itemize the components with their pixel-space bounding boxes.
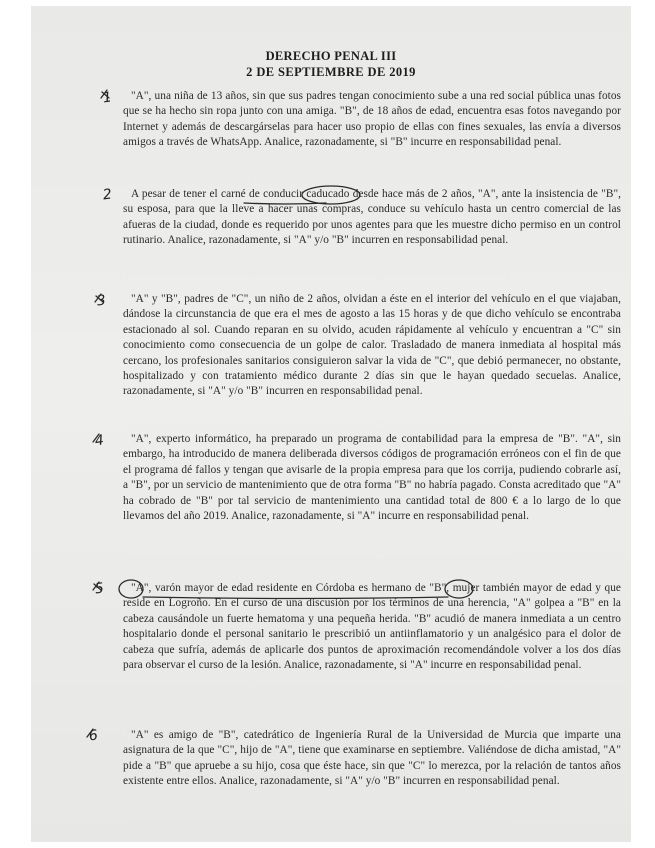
- question-1-text: "A", una niña de 13 años, sin que sus padres tengan conocimiento sube a una red social pública unas fotos que se ha hecho sin ropa junto con una amiga. "B", de 18 años de edad, encuentra esas fotos navegando por Internet y además de descargárselas para hacer uso propio de ellas con fines sexuales, las envía a diversos amigos a través de WhatsApp. Analice, razonadamente, si "B" incurre en responsabilidad penal.: [123, 90, 621, 149]
- handwritten-number-6: 6: [87, 727, 99, 745]
- question-3: [123, 292, 621, 400]
- handwritten-number-4: 4: [93, 432, 105, 450]
- question-2-text: A pesar de tener el carné de conducir caducado desde hace más de 2 años, "A", ante la insistencia de "B", su esposa, para que la lleve a hacer unas compras, conduce su vehículo hasta un centro comercial de las afueras de la ciudad, donde es requerido por unos agentes para que les muestre dicho permiso en un control rutinario. Analice, razonadamente, si "A" y/o "B" incurren en responsabilidad penal.: [123, 188, 621, 247]
- exam-title: DERECHO PENAL III: [265, 49, 397, 63]
- scanned-exam-page: [31, 6, 631, 842]
- question-2: [123, 187, 621, 249]
- question-6-text: "A" es amigo de "B", catedrático de Ingeniería Rural de la Universidad de Murcia que imparte una asignatura de la que "C", hijo de "A", tiene que examinarse en septiembre. Valiéndose de dicha amistad, "A" pide a "B" que apruebe a su hijo, cosa que éste hace, sin que "C" lo merezca, por la relación de tantos años existente entre ellos. Analice, razonadamente, si "A" y/o "B" incurren en responsabilidad penal.: [123, 729, 621, 788]
- question-5: [123, 581, 621, 673]
- question-4-text: "A", experto informático, ha preparado un programa de contabilidad para la empresa de "B". "A", sin embargo, ha introducido de manera deliberada diversos códigos de programación erróneos con el fin de que el programa dé fallos y tengan que avisarle de la propia empresa para que los corrija, pudiendo cobrarle así, a "B", por un servicio de mantenimiento que de otra forma "B" no habría pagado. Consta acreditado que "A" ha cobrado de "B" por tal servicio de mantenimiento una cantidad total de 800 € a lo largo de lo que llevamos del año 2019. Analice, razonadamente, si "A" incurre en responsabilidad penal.: [123, 433, 621, 523]
- exam-header: [31, 49, 631, 80]
- handwritten-number-3: 3: [95, 292, 107, 310]
- question-6: [123, 728, 621, 790]
- question-4: [123, 432, 621, 524]
- handwritten-number-5: 5: [93, 580, 105, 598]
- question-1: [123, 89, 621, 151]
- exam-date: 2 DE SEPTIEMBRE DE 2019: [246, 65, 416, 79]
- handwritten-number-1: 1: [101, 89, 113, 107]
- question-3-text: "A" y "B", padres de "C", un niño de 2 años, olvidan a éste en el interior del vehículo en el que viajaban, dándose la circunstancia de que era el mes de agosto a las 15 horas y de que dicho vehículo se encontraba estacionado al sol. Cuando reparan en su olvido, acuden rápidamente al vehículo y encuentran a "C" sin conocimiento como consecuencia de un golpe de calor. Trasladado de manera inmediata al hospital más cercano, los profesionales sanitarios consiguieron salvar la vida de "C", que debió permanecer, no obstante, hospitalizado y con tratamiento médico durante 2 días sin que le hayan quedado secuelas. Analice, razonadamente, si "A" y/o "B" incurren en responsabilidad penal.: [123, 293, 621, 398]
- handwritten-number-2: 2: [101, 186, 113, 204]
- question-5-text: "A", varón mayor de edad residente en Córdoba es hermano de "B", mujer también mayor de edad y que reside en Logroño. En el curso de una discusión por los términos de una herencia, "A" golpea a "B" en la cabeza causándole un fuerte hematoma y una pequeña herida. "B" acudió de manera inmediata a un centro hospitalario donde el personal sanitario le prescribió un antiinflamatorio y un analgésico para el dolor de cabeza que sufría, además de aplicarle dos puntos de aproximación recomendándole volver a los dos días para observar el curso de la lesión. Analice, razonadamente, si "A" incurre en responsabilidad penal.: [123, 582, 621, 672]
